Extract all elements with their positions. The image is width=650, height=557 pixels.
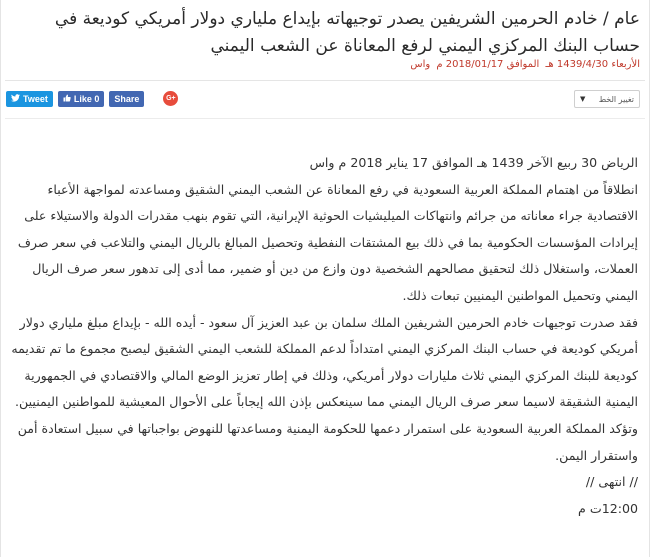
article-paragraph: فقد صدرت توجيهات خادم الحرمين الشريفين الملك سلمان بن عبد العزيز آل سعود - أيده الله - بإيداع مبلغ ملياري دولار أمريكي كوديعة في حساب البنك المركزي اليمني امتداداً لدعم المملكة للشعب اليمني الشقيق ليصبح مجموع ما تم تقديمه كوديعة للبنك المركزي اليمني ثلاث مليارات دولار أمريكي، وذلك في إطار تعزيز الوضع المالي والاقتصادي في الجمهورية اليمنية الشقيقة لاسيما سعر صرف الريال اليمني مما سينعكس بإذن الله إيجاباً على الأحوال المعيشية للمواطنين اليمنيين. [11,314,638,410]
meta-source: واس [410,59,431,70]
meta-hijri-date: الأربعاء 1439/4/30 هـ [545,59,640,70]
google-plus-button[interactable] [163,91,178,106]
article-time: 12:00ت م [578,500,638,516]
thumbs-up-icon [63,94,71,104]
google-plus-icon: G+ [166,95,176,102]
tweet-label: Tweet [23,94,48,104]
article-meta [407,59,640,70]
article-body [8,150,638,522]
title-divider [5,80,645,81]
facebook-like-button[interactable] [58,91,105,107]
chevron-down-icon: ▼ [580,95,586,103]
tweet-button[interactable] [6,91,53,107]
share-label: Share [114,94,140,104]
article-title-block [8,6,640,60]
article-end-marker: // انتهى // [585,474,638,490]
font-change-select[interactable] [574,90,640,108]
meta-gregorian-date: الموافق 2018/01/17 م [436,59,540,70]
article-dateline: الرياض 30 ربيع الآخر 1439 هـ الموافق 17 يناير 2018 م واس [309,155,638,170]
font-select-label: تغيير الخط [598,94,634,104]
share-bar [6,91,178,107]
article-title: عام / خادم الحرمين الشريفين يصدر توجيهاته بإيداع ملياري دولار أمريكي كوديعة في حساب البنك المركزي اليمني لرفع المعاناة عن الشعب اليمني [54,9,640,56]
article-paragraph: وتؤكد المملكة العربية السعودية على استمرار دعمها للحكومة اليمنية ومساعدتها للنهوض بواجباتها في سبيل استعادة أمن واستقرار اليمن. [17,420,638,463]
facebook-share-button[interactable] [109,91,144,107]
like-label: Like 0 [73,94,100,104]
twitter-bird-icon [11,94,20,104]
toolbar-divider [5,118,645,119]
article-paragraph: انطلاقاً من اهتمام المملكة العربية السعودية في رفع المعاناة عن الشعب اليمني الشقيق ومساعدته لمواجهة الأعباء الاقتصادية جراء معاناته من جرائم وانتهاكات الميليشيات الحوثية الإيرانية، التي تقوم بنهب مقدرات الدولة والاستيلاء على إيرادات المؤسسات الحكومية بما في ذلك بيع المشتقات النفطية وتحصيل المبالغ بالريال اليمني والتلاعب في سعر صرف العملات، واستغلال ذلك لتحقيق مصالحهم الشخصية دون وازع من دين أو ضمير، مما أدى إلى تدهور سعر صرف الريال اليمني وتحميل المواطنين اليمنيين تبعات ذلك. [17,181,638,303]
